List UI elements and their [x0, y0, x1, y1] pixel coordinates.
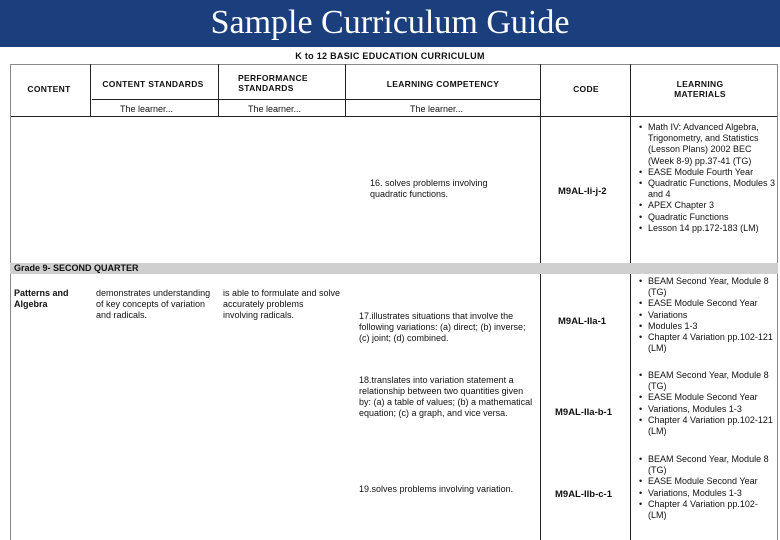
materials-18	[638, 370, 776, 437]
header-learning-materials: LEARNING MATERIALS	[674, 79, 726, 99]
document-heading: K to 12 BASIC EDUCATION CURRICULUM	[295, 51, 485, 61]
table-top-border	[10, 64, 778, 65]
curriculum-document	[0, 47, 780, 540]
material-item: • Lesson 14 pp.172-183 (LM)	[648, 223, 776, 234]
competency-19: 19.solves problems involving variation.	[359, 484, 514, 494]
material-item: • Modules 1-3	[648, 321, 776, 332]
material-item: • EASE Module Second Year	[648, 392, 776, 403]
material-item: • EASE Module Second Year	[648, 476, 776, 487]
code-19: M9AL-IIb-c-1	[555, 489, 612, 500]
competency-16: 16. solves problems involving quadratic functions.	[370, 178, 488, 199]
competency-18: 18.translates into variation statement a relationship between two quantities given by: (a) a table of values; (b) a mathematical equation; (c) a graph, and vice versa.	[359, 375, 533, 418]
material-item: • Chapter 4 Variation pp.102-(LM)	[648, 499, 776, 521]
materials-17	[638, 276, 776, 354]
col-divider-4	[540, 64, 541, 540]
header-learning-competency: LEARNING COMPETENCY	[386, 79, 500, 89]
material-item: • BEAM Second Year, Module 8 (TG)	[648, 454, 776, 476]
col-divider-3	[345, 64, 346, 117]
col-divider-2	[218, 64, 219, 117]
material-item: • BEAM Second Year, Module 8 (TG)	[648, 370, 776, 392]
material-item: • Math IV: Advanced Algebra, Trigonometry, and Statistics (Lesson Plans) 2002 BEC (Week 8-9) pp.37-41 (TG)	[648, 122, 776, 167]
col-divider-1	[90, 64, 91, 117]
subheader-top-line	[92, 99, 540, 100]
materials-16	[638, 122, 776, 234]
header-code: CODE	[573, 84, 599, 94]
material-item: • EASE Module Second Year	[648, 298, 776, 309]
performance-standard-text: is able to formulate and solve accurately problems involving radicals.	[223, 288, 341, 320]
header-performance-standards: PERFORMANCE STANDARDS	[238, 73, 308, 93]
subheader-content-standards: The learner...	[120, 104, 174, 114]
material-item: • BEAM Second Year, Module 8 (TG)	[648, 276, 776, 298]
competency-17: 17.illustrates situations that involve the following variations: (a) direct; (b) inverse; (c) joint; (d) combined.	[359, 311, 526, 343]
material-item: • Quadratic Functions, Modules 3 and 4	[648, 178, 776, 200]
slide-title: Sample Curriculum Guide	[210, 4, 570, 41]
code-16: M9AL-Ii-j-2	[558, 186, 607, 197]
material-item: • Chapter 4 Variation pp.102-121 (LM)	[648, 332, 776, 354]
materials-19	[638, 454, 776, 521]
code-17: M9AL-IIa-1	[558, 316, 607, 327]
content-standard-text: demonstrates understanding of key concepts of variation and radicals.	[96, 288, 211, 320]
material-item: • Chapter 4 Variation pp.102-121 (LM)	[648, 415, 776, 437]
title-banner	[0, 0, 780, 47]
material-item: • EASE Module Fourth Year	[648, 167, 776, 178]
right-border	[777, 64, 778, 540]
header-content: CONTENT	[27, 84, 71, 94]
subheader-performance-standards: The learner...	[248, 104, 302, 114]
material-item: • Variations	[648, 310, 776, 321]
quarter-label: Grade 9- SECOND QUARTER	[14, 263, 139, 273]
subheader-learning-competency: The learner...	[410, 104, 464, 114]
left-border	[10, 64, 11, 540]
header-bottom-line	[10, 116, 778, 117]
content-topic: Patterns and Algebra	[14, 288, 69, 309]
header-content-standards: CONTENT STANDARDS	[102, 79, 204, 89]
col-divider-5	[630, 64, 631, 540]
code-18: M9AL-IIa-b-1	[555, 407, 612, 418]
material-item: • Quadratic Functions	[648, 212, 776, 223]
material-item: • APEX Chapter 3	[648, 200, 776, 211]
material-item: • Variations, Modules 1-3	[648, 488, 776, 499]
material-item: • Variations, Modules 1-3	[648, 404, 776, 415]
